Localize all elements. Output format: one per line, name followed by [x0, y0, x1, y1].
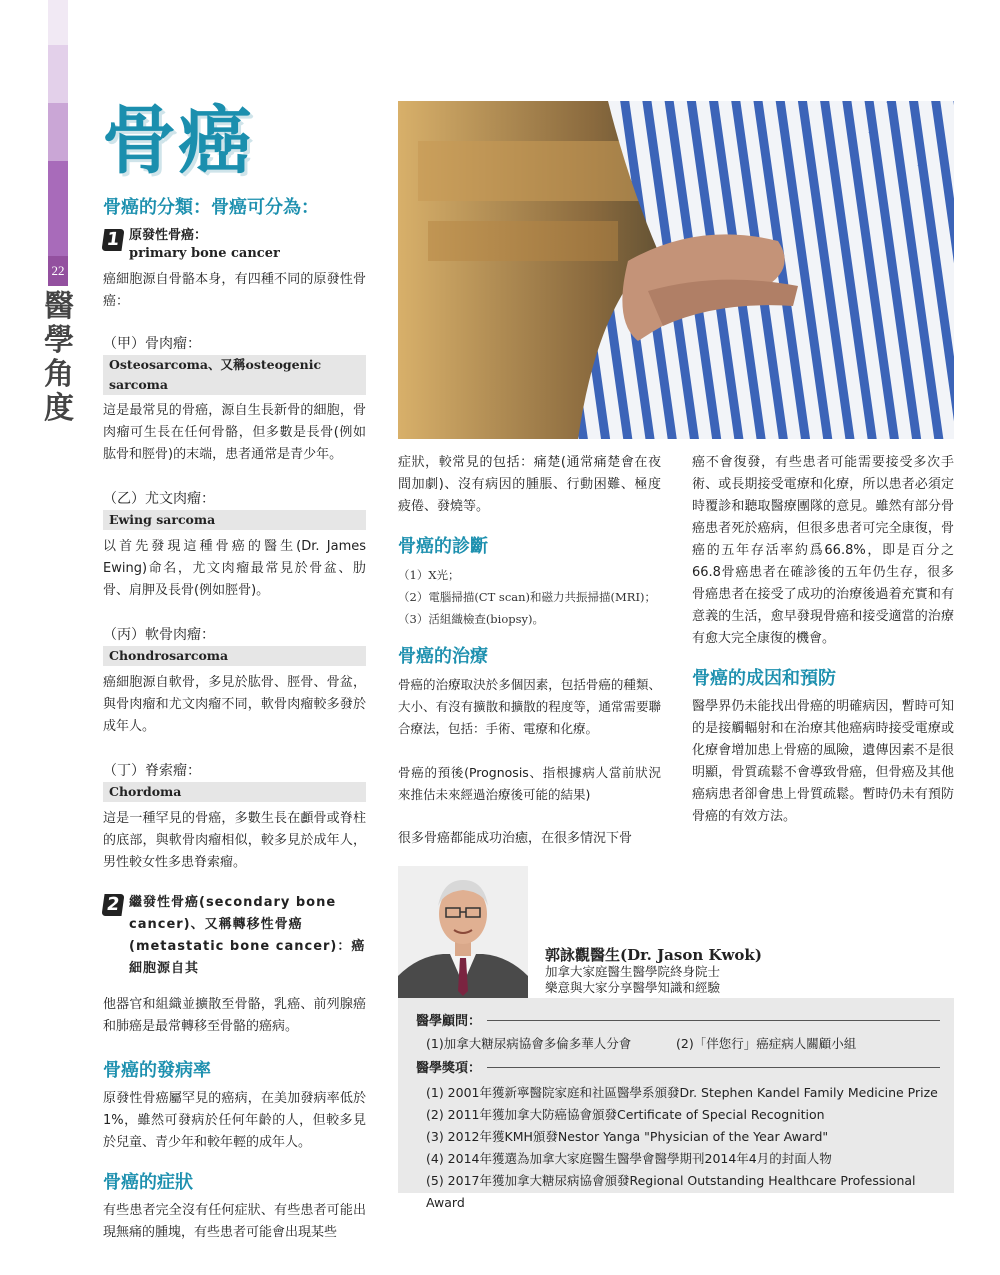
strip-segment: [48, 161, 68, 256]
item-2-desc: 他器官和組織並擴散至骨骼，乳癌、前列腺癌和肺癌是最常轉移至骨骼的癌病。: [103, 997, 366, 1034]
column-title: 醫學角度: [44, 289, 74, 426]
treatment-p1: 骨癌的治療取決於多個因素，包括骨癌的種類、大小、有沒有擴散和擴散的程度等，通常需要聯合療法，包括：手術、電療和化療。: [398, 677, 661, 736]
divider: [487, 1020, 940, 1021]
type-desc: 這是一種罕見的骨癌，多數生長在顱骨或脊柱的底部，與軟骨肉瘤相似，較多見於成年人，男性較女性多患脊索瘤。: [103, 811, 366, 870]
item-2-header: [103, 892, 366, 980]
treatment-p2: 骨癌的預後(Prognosis、指根據病人當前狀況來推估未來經過治療後可能的結果): [398, 765, 661, 802]
item-2-title: 繼發性骨癌(secondary bone cancer)、又稱轉移性骨癌(metastatic bone cancer)：癌細胞源自其: [129, 895, 366, 976]
advisor-row: [416, 1033, 940, 1055]
type-title: （乙）尤文肉瘤：: [103, 491, 215, 507]
strip-segment: [48, 103, 68, 161]
award-item: (5) 2017年獲加拿大糖尿病協會頒發Regional Outstanding Healthcare Professional Award: [426, 1173, 916, 1210]
advisor-item: (1)加拿大糖尿病協會多倫多華人分會: [426, 1036, 632, 1051]
treatment-p4: 癌不會復發，有些患者可能需要接受多次手術、或長期接受電療和化療，所以患者必須定時覆診和聽取醫療團隊的意見。雖然有部分骨癌患者死於癌病，但很多患者可完全康復，骨癌的五年存活率約爲66.8%，即是百分之66.8骨癌患者在確診後的五年仍生存，很多骨癌患者在接受了成功的治療後過着充實和有意義的生活，愈早發現骨癌和接受適當的治療有愈大完全康復的機會。: [692, 455, 954, 646]
symptoms-heading: 骨癌的症狀: [103, 1172, 193, 1193]
awards-heading: 醫學獎項：: [416, 1061, 482, 1076]
awards-list: [416, 1082, 940, 1214]
column-2: [398, 452, 661, 850]
item-1-number: 1: [101, 229, 124, 251]
type-desc: 癌細胞源自軟骨，多見於肱骨、脛骨、骨盆，與骨肉瘤和尤文肉瘤不同，軟骨肉瘤較多發於成年人。: [103, 675, 366, 734]
diagnosis-item: （1）X光；: [398, 568, 460, 582]
strip-segment: [48, 0, 68, 45]
diagnosis-item: （3）活組織檢查(biopsy)。: [398, 612, 545, 626]
causes-heading: 骨癌的成因和預防: [692, 668, 836, 689]
symptoms-text-1: 有些患者完全沒有任何症狀、有些患者可能出現無痛的腫塊，有些患者可能會出現某些: [103, 1203, 366, 1240]
diagnosis-item: （2）電腦掃描(CT scan)和磁力共振掃描(MRI)；: [398, 590, 656, 604]
item-1-title-en: primary bone cancer: [129, 246, 280, 261]
type-bar: Osteosarcoma、又稱osteogenic sarcoma: [103, 355, 366, 395]
award-item: (1) 2001年獲新寧醫院家庭和社區醫學系頒發Dr. Stephen Kandel Family Medicine Prize: [426, 1085, 938, 1100]
award-item: (2) 2011年獲加拿大防癌協會頒發Certificate of Special Recognition: [426, 1107, 825, 1122]
type-desc: 以首先發現這種骨癌的醫生(Dr. James Ewing)命名，尤文肉瘤最常見於骨盆、肋骨、肩胛及長骨(例如脛骨)。: [103, 539, 366, 598]
diagnosis-list: [398, 564, 661, 630]
type-bar: Chondrosarcoma: [103, 646, 366, 666]
doctor-tagline: 樂意與大家分享醫學知識和經驗: [545, 980, 721, 995]
type-bar: Chordoma: [103, 782, 366, 802]
page-title: 骨癌: [102, 98, 254, 184]
classification-heading: 骨癌的分類：骨癌可分為：: [103, 197, 319, 218]
type-title: （丙）軟骨肉瘤：: [103, 627, 215, 643]
item-1-desc: 癌細胞源自骨骼本身，有四種不同的原發性骨癌：: [103, 272, 366, 309]
doctor-title: 加拿大家庭醫生醫學院終身院士: [545, 964, 721, 979]
item-1-header: [103, 227, 366, 263]
doctor-portrait: [398, 866, 528, 998]
treatment-p3: 很多骨癌都能成功治癒，在很多情況下骨: [398, 831, 633, 846]
awards-heading-row: [416, 1057, 940, 1076]
advisor-item: (2)「伴您行」癌症病人關顧小組: [676, 1036, 857, 1051]
type-title: （丁）脊索瘤：: [103, 763, 201, 779]
item-1-title-zh: 原發性骨癌：: [129, 228, 208, 243]
side-color-strip: [48, 0, 68, 1275]
incidence-text: 原發性骨癌屬罕見的癌病，在美加發病率低於1%，雖然可發病於任何年齡的人，但較多見於兒童、青少年和較年輕的成年人。: [103, 1091, 366, 1150]
item-2-number: 2: [101, 894, 124, 916]
advisor-heading: 醫學顧問：: [416, 1014, 482, 1029]
award-item: (4) 2014年獲選為加拿大家庭醫生醫學會醫學期刊2014年4月的封面人物: [426, 1151, 832, 1166]
type-bar: Ewing sarcoma: [103, 510, 366, 530]
page-number: 22: [48, 256, 68, 286]
column-3: [692, 452, 954, 828]
column-1: [103, 195, 366, 1244]
advisor-heading-row: [416, 1010, 940, 1029]
diagnosis-heading: 骨癌的診斷: [398, 536, 488, 557]
incidence-heading: 骨癌的發病率: [103, 1060, 211, 1081]
type-desc: 這是最常見的骨癌，源自生長新骨的細胞，骨肉瘤可生長在任何骨骼，但多數是長骨(例如肱骨和脛骨)的末端，患者通常是青少年。: [103, 403, 366, 462]
doctor-name: 郭詠觀醫生(Dr. Jason Kwok): [545, 946, 762, 964]
type-block: [103, 760, 366, 874]
type-title: （甲）骨肉瘤：: [103, 336, 201, 352]
patient-photo: [398, 101, 954, 439]
causes-text: 醫學界仍未能找出骨癌的明確病因，暫時可知的是接觸輻射和在治療其他癌病時接受電療或化療會增加患上骨癌的風險，遺傳因素不是很明顯，骨質疏鬆不會導致骨癌，但骨癌及其他癌病患者卻會患上骨質疏鬆。暫時仍未有預防骨癌的有效方法。: [692, 699, 954, 824]
type-block: [103, 488, 366, 602]
strip-segment: [48, 45, 68, 103]
treatment-heading: 骨癌的治療: [398, 646, 488, 667]
type-block: [103, 624, 366, 738]
type-block: [103, 333, 366, 466]
award-item: (3) 2012年獲KMH頒發Nestor Yanga "Physician of the Year Award": [426, 1129, 829, 1144]
divider: [487, 1067, 940, 1068]
symptoms-text-2: 症狀，較常見的包括：痛楚(通常痛楚會在夜間加劇)、沒有病因的腫脹、行動困難、極度疲倦、發燒等。: [398, 455, 661, 514]
credentials-box: [398, 998, 954, 1210]
